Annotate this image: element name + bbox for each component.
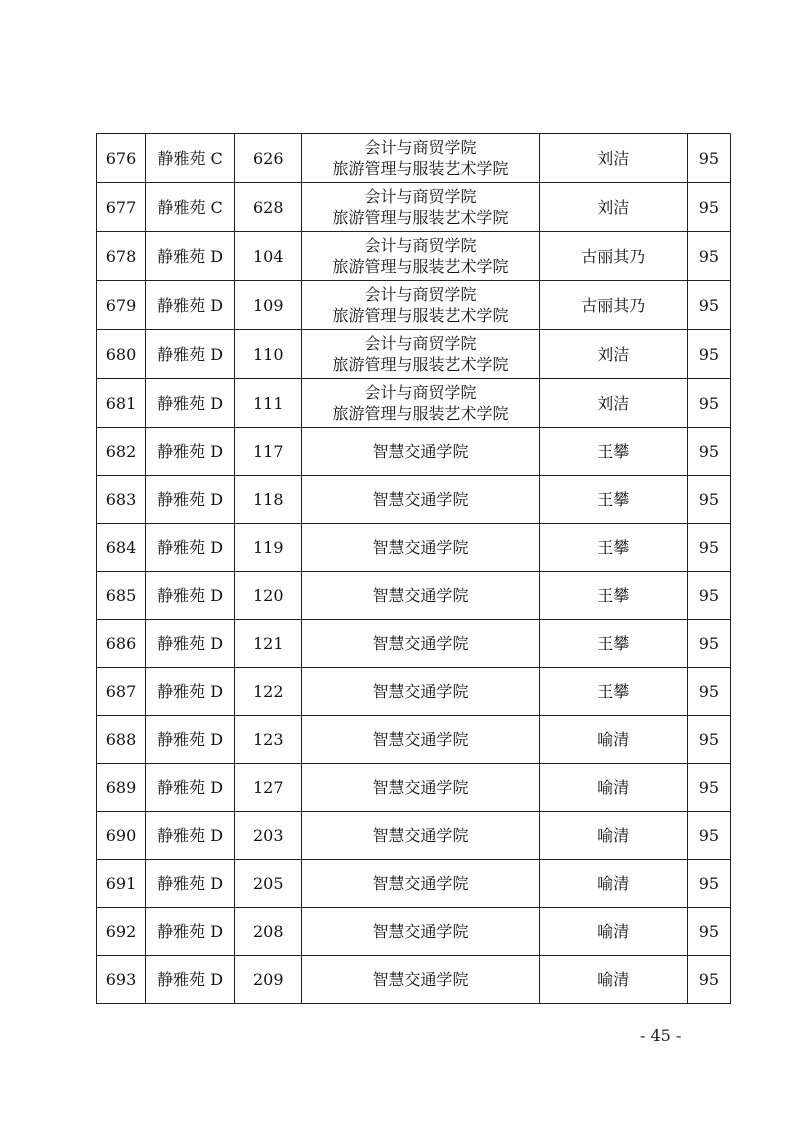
- college-name: 旅游管理与服装艺术学院: [332, 159, 509, 178]
- college-cell: [302, 232, 539, 281]
- college-name: 智慧交通学院: [372, 826, 469, 845]
- college-name: 旅游管理与服装艺术学院: [332, 306, 509, 325]
- person-cell: 喻清: [539, 812, 687, 860]
- table-row: [97, 330, 731, 379]
- room-cell: 209: [235, 956, 302, 1004]
- row-number-cell: 685: [97, 572, 146, 620]
- college-name: 智慧交通学院: [372, 538, 469, 557]
- room-cell: 208: [235, 908, 302, 956]
- room-cell: 109: [235, 281, 302, 330]
- person-cell: 喻清: [539, 908, 687, 956]
- score-cell: 95: [687, 812, 730, 860]
- score-cell: 95: [687, 620, 730, 668]
- college-name: 会计与商贸学院: [364, 236, 477, 255]
- row-number-cell: 682: [97, 428, 146, 476]
- person-cell: 刘洁: [539, 134, 687, 183]
- score-cell: 95: [687, 524, 730, 572]
- row-number-cell: 691: [97, 860, 146, 908]
- college-name: 智慧交通学院: [372, 682, 469, 701]
- score-cell: 95: [687, 281, 730, 330]
- score-cell: 95: [687, 764, 730, 812]
- person-cell: 喻清: [539, 956, 687, 1004]
- room-cell: 119: [235, 524, 302, 572]
- row-number-cell: 693: [97, 956, 146, 1004]
- person-cell: 王攀: [539, 524, 687, 572]
- table-row: [97, 232, 731, 281]
- score-cell: 95: [687, 379, 730, 428]
- room-cell: 123: [235, 716, 302, 764]
- table-row: [97, 764, 731, 812]
- score-cell: 95: [687, 428, 730, 476]
- table-row: [97, 716, 731, 764]
- building-cell: 静雅苑 C: [146, 134, 235, 183]
- score-cell: 95: [687, 232, 730, 281]
- person-cell: 王攀: [539, 620, 687, 668]
- building-cell: 静雅苑 D: [146, 668, 235, 716]
- college-cell: [302, 330, 539, 379]
- college-name: 旅游管理与服装艺术学院: [332, 355, 509, 374]
- dormitory-score-table: [96, 133, 731, 1004]
- score-cell: 95: [687, 134, 730, 183]
- college-cell: [302, 716, 539, 764]
- college-cell: [302, 860, 539, 908]
- college-cell: [302, 524, 539, 572]
- room-cell: 205: [235, 860, 302, 908]
- person-cell: 喻清: [539, 860, 687, 908]
- room-cell: 626: [235, 134, 302, 183]
- building-cell: 静雅苑 D: [146, 330, 235, 379]
- person-cell: 王攀: [539, 572, 687, 620]
- person-cell: 喻清: [539, 716, 687, 764]
- college-name: 旅游管理与服装艺术学院: [332, 208, 509, 227]
- row-number-cell: 677: [97, 183, 146, 232]
- college-name: 智慧交通学院: [372, 778, 469, 797]
- table-row: [97, 812, 731, 860]
- college-name: 智慧交通学院: [372, 874, 469, 893]
- building-cell: 静雅苑 D: [146, 716, 235, 764]
- college-name: 智慧交通学院: [372, 490, 469, 509]
- table-row: [97, 572, 731, 620]
- score-cell: 95: [687, 860, 730, 908]
- building-cell: 静雅苑 D: [146, 956, 235, 1004]
- building-cell: 静雅苑 D: [146, 620, 235, 668]
- score-cell: 95: [687, 716, 730, 764]
- room-cell: 122: [235, 668, 302, 716]
- row-number-cell: 688: [97, 716, 146, 764]
- college-name: 会计与商贸学院: [364, 285, 477, 304]
- table-row: [97, 524, 731, 572]
- row-number-cell: 679: [97, 281, 146, 330]
- college-cell: [302, 281, 539, 330]
- room-cell: 203: [235, 812, 302, 860]
- college-name: 旅游管理与服装艺术学院: [332, 257, 509, 276]
- building-cell: 静雅苑 D: [146, 860, 235, 908]
- college-cell: [302, 476, 539, 524]
- person-cell: 刘洁: [539, 379, 687, 428]
- room-cell: 117: [235, 428, 302, 476]
- table-row: [97, 379, 731, 428]
- college-name: 会计与商贸学院: [364, 187, 477, 206]
- college-name: 智慧交通学院: [372, 586, 469, 605]
- college-name: 智慧交通学院: [372, 922, 469, 941]
- person-cell: 喻清: [539, 764, 687, 812]
- score-cell: 95: [687, 183, 730, 232]
- college-cell: [302, 428, 539, 476]
- building-cell: 静雅苑 D: [146, 476, 235, 524]
- score-cell: 95: [687, 330, 730, 379]
- page-number: - 45 -: [640, 1026, 682, 1045]
- college-cell: [302, 183, 539, 232]
- building-cell: 静雅苑 D: [146, 379, 235, 428]
- building-cell: 静雅苑 D: [146, 281, 235, 330]
- room-cell: 127: [235, 764, 302, 812]
- building-cell: 静雅苑 D: [146, 428, 235, 476]
- table-row: [97, 668, 731, 716]
- college-cell: [302, 668, 539, 716]
- room-cell: 110: [235, 330, 302, 379]
- building-cell: 静雅苑 D: [146, 812, 235, 860]
- table-row: [97, 860, 731, 908]
- person-cell: 王攀: [539, 476, 687, 524]
- score-cell: 95: [687, 668, 730, 716]
- room-cell: 104: [235, 232, 302, 281]
- college-cell: [302, 379, 539, 428]
- row-number-cell: 686: [97, 620, 146, 668]
- row-number-cell: 680: [97, 330, 146, 379]
- room-cell: 628: [235, 183, 302, 232]
- score-cell: 95: [687, 476, 730, 524]
- college-cell: [302, 764, 539, 812]
- row-number-cell: 687: [97, 668, 146, 716]
- row-number-cell: 676: [97, 134, 146, 183]
- college-name: 智慧交通学院: [372, 442, 469, 461]
- college-cell: [302, 572, 539, 620]
- room-cell: 118: [235, 476, 302, 524]
- table-row: [97, 134, 731, 183]
- table-row: [97, 956, 731, 1004]
- person-cell: 王攀: [539, 668, 687, 716]
- person-cell: 刘洁: [539, 183, 687, 232]
- college-cell: [302, 134, 539, 183]
- row-number-cell: 690: [97, 812, 146, 860]
- row-number-cell: 678: [97, 232, 146, 281]
- building-cell: 静雅苑 D: [146, 572, 235, 620]
- table-row: [97, 183, 731, 232]
- table-body: [97, 134, 731, 1004]
- building-cell: 静雅苑 C: [146, 183, 235, 232]
- college-name: 会计与商贸学院: [364, 334, 477, 353]
- building-cell: 静雅苑 D: [146, 524, 235, 572]
- person-cell: 刘洁: [539, 330, 687, 379]
- table-row: [97, 908, 731, 956]
- room-cell: 111: [235, 379, 302, 428]
- score-cell: 95: [687, 908, 730, 956]
- table-row: [97, 620, 731, 668]
- college-name: 智慧交通学院: [372, 730, 469, 749]
- building-cell: 静雅苑 D: [146, 908, 235, 956]
- person-cell: 古丽其乃: [539, 281, 687, 330]
- row-number-cell: 684: [97, 524, 146, 572]
- college-name: 智慧交通学院: [372, 970, 469, 989]
- table-row: [97, 476, 731, 524]
- building-cell: 静雅苑 D: [146, 232, 235, 281]
- college-cell: [302, 908, 539, 956]
- college-name: 会计与商贸学院: [364, 138, 477, 157]
- row-number-cell: 689: [97, 764, 146, 812]
- table-row: [97, 428, 731, 476]
- room-cell: 120: [235, 572, 302, 620]
- college-name: 旅游管理与服装艺术学院: [332, 404, 509, 423]
- room-cell: 121: [235, 620, 302, 668]
- person-cell: 王攀: [539, 428, 687, 476]
- row-number-cell: 692: [97, 908, 146, 956]
- table-row: [97, 281, 731, 330]
- college-cell: [302, 620, 539, 668]
- score-cell: 95: [687, 956, 730, 1004]
- college-name: 会计与商贸学院: [364, 383, 477, 402]
- person-cell: 古丽其乃: [539, 232, 687, 281]
- score-cell: 95: [687, 572, 730, 620]
- college-name: 智慧交通学院: [372, 634, 469, 653]
- row-number-cell: 683: [97, 476, 146, 524]
- college-cell: [302, 956, 539, 1004]
- building-cell: 静雅苑 D: [146, 764, 235, 812]
- college-cell: [302, 812, 539, 860]
- row-number-cell: 681: [97, 379, 146, 428]
